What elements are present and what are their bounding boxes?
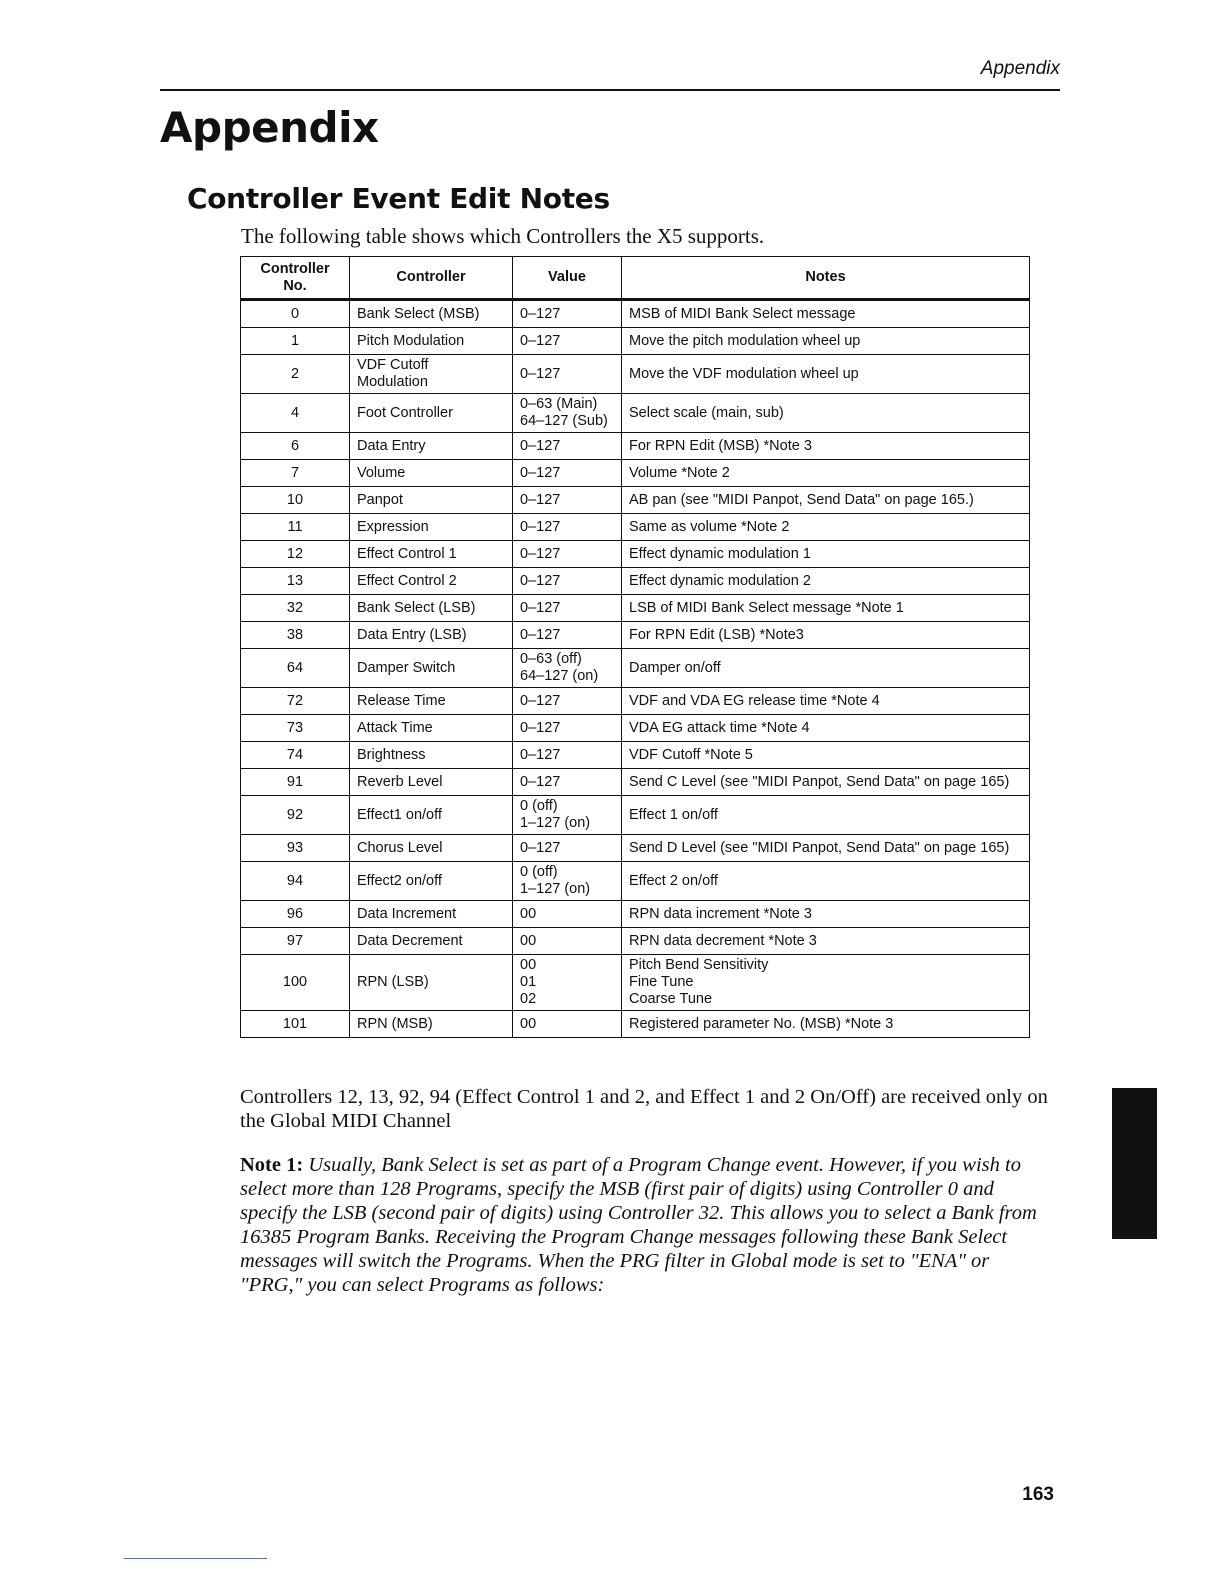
cell-notes bbox=[622, 742, 1030, 769]
cell-controller bbox=[350, 1011, 513, 1038]
cell-line: VDF Cutoff bbox=[357, 357, 429, 373]
cell-controller bbox=[350, 688, 513, 715]
cell-controller-no: 2 bbox=[241, 355, 350, 394]
cell-line: 0 (off) bbox=[520, 864, 558, 880]
cell-value bbox=[513, 394, 622, 433]
cell-line: 1–127 (on) bbox=[520, 881, 591, 897]
cell-notes bbox=[622, 568, 1030, 595]
cell-line: 0–127 bbox=[520, 491, 561, 508]
cell-line: Data Increment bbox=[357, 905, 457, 922]
table-row bbox=[241, 742, 1030, 769]
cell-line: Effect1 on/off bbox=[357, 806, 442, 823]
cell-line: 0–127 bbox=[520, 692, 561, 709]
header-controller: Controller bbox=[350, 257, 513, 300]
cell-notes bbox=[622, 769, 1030, 796]
cell-line: Data Entry bbox=[357, 437, 426, 454]
cell-line: 0–63 (off) bbox=[520, 651, 582, 667]
cell-controller-no: 93 bbox=[241, 835, 350, 862]
cell-line: Registered parameter No. (MSB) *Note 3 bbox=[629, 1015, 894, 1032]
cell-line: Release Time bbox=[357, 692, 446, 709]
cell-value bbox=[513, 928, 622, 955]
table-row bbox=[241, 300, 1030, 328]
cell-line: 0–127 bbox=[520, 365, 561, 382]
table-row bbox=[241, 622, 1030, 649]
cell-notes bbox=[622, 460, 1030, 487]
footer-rule bbox=[124, 1558, 267, 1559]
cell-controller bbox=[350, 862, 513, 901]
cell-line: 0–127 bbox=[520, 332, 561, 349]
cell-notes bbox=[622, 514, 1030, 541]
table-body bbox=[241, 300, 1030, 1038]
table-row bbox=[241, 394, 1030, 433]
cell-controller-no: 101 bbox=[241, 1011, 350, 1038]
cell-notes bbox=[622, 649, 1030, 688]
cell-notes bbox=[622, 300, 1030, 328]
cell-controller bbox=[350, 514, 513, 541]
cell-line: Bank Select (MSB) bbox=[357, 305, 480, 322]
cell-line: MSB of MIDI Bank Select message bbox=[629, 305, 856, 322]
cell-controller-no: 12 bbox=[241, 541, 350, 568]
section-tab-marker bbox=[1112, 1088, 1157, 1239]
cell-value bbox=[513, 835, 622, 862]
cell-line: Volume *Note 2 bbox=[629, 464, 730, 481]
cell-controller-no: 38 bbox=[241, 622, 350, 649]
cell-controller-no: 10 bbox=[241, 487, 350, 514]
header-notes: Notes bbox=[622, 257, 1030, 300]
cell-line: LSB of MIDI Bank Select message *Note 1 bbox=[629, 599, 904, 616]
cell-controller bbox=[350, 742, 513, 769]
header-controller-no: Controller No. bbox=[241, 257, 350, 300]
note-1-text: Usually, Bank Select is set as part of a Program Change event. However, if you wish to select more than 128 Programs, specify the MSB (first pair of digits) using Controller 0 and specify the LSB (second pair of digits) using Controller 32. This allows you to select a Bank from 16385 Program Banks. Receiving the Program Change messages following these Bank Select messages will switch the Programs. When the PRG filter in Global mode is set to "ENA" or "PRG," you can select Programs as follows: bbox=[240, 1154, 1037, 1296]
cell-line: 02 bbox=[520, 991, 537, 1007]
cell-line: Move the pitch modulation wheel up bbox=[629, 332, 861, 349]
cell-line: Send D Level (see "MIDI Panpot, Send Data" on page 165) bbox=[629, 839, 1010, 856]
cell-value bbox=[513, 769, 622, 796]
cell-value bbox=[513, 901, 622, 928]
table-row bbox=[241, 1011, 1030, 1038]
cell-notes bbox=[622, 394, 1030, 433]
cell-line: VDA EG attack time *Note 4 bbox=[629, 719, 810, 736]
cell-line: Attack Time bbox=[357, 719, 433, 736]
cell-notes bbox=[622, 622, 1030, 649]
cell-controller-no: 11 bbox=[241, 514, 350, 541]
note-1-paragraph bbox=[240, 1153, 1050, 1297]
table-row bbox=[241, 460, 1030, 487]
cell-value bbox=[513, 460, 622, 487]
cell-value bbox=[513, 568, 622, 595]
cell-line: 0–127 bbox=[520, 773, 561, 790]
table-row bbox=[241, 487, 1030, 514]
cell-value bbox=[513, 487, 622, 514]
cell-line: For RPN Edit (LSB) *Note3 bbox=[629, 626, 804, 643]
cell-value bbox=[513, 862, 622, 901]
cell-line: Chorus Level bbox=[357, 839, 443, 856]
cell-value bbox=[513, 328, 622, 355]
cell-controller-no: 0 bbox=[241, 300, 350, 328]
cell-notes bbox=[622, 835, 1030, 862]
cell-value bbox=[513, 355, 622, 394]
table-row bbox=[241, 355, 1030, 394]
cell-value bbox=[513, 688, 622, 715]
table-row bbox=[241, 835, 1030, 862]
cell-line: VDF and VDA EG release time *Note 4 bbox=[629, 692, 880, 709]
cell-line: Pitch Bend Sensitivity bbox=[629, 957, 769, 973]
cell-controller-no: 91 bbox=[241, 769, 350, 796]
cell-notes bbox=[622, 328, 1030, 355]
cell-line: Panpot bbox=[357, 491, 403, 508]
cell-controller bbox=[350, 595, 513, 622]
cell-controller-no: 97 bbox=[241, 928, 350, 955]
cell-line: Send C Level (see "MIDI Panpot, Send Data" on page 165) bbox=[629, 773, 1010, 790]
running-header: Appendix bbox=[980, 58, 1060, 79]
table-row bbox=[241, 901, 1030, 928]
cell-value bbox=[513, 541, 622, 568]
table-row bbox=[241, 715, 1030, 742]
cell-notes bbox=[622, 901, 1030, 928]
cell-controller-no: 7 bbox=[241, 460, 350, 487]
table-row bbox=[241, 514, 1030, 541]
cell-controller-no: 96 bbox=[241, 901, 350, 928]
cell-value bbox=[513, 1011, 622, 1038]
cell-controller bbox=[350, 487, 513, 514]
cell-notes bbox=[622, 355, 1030, 394]
cell-line: For RPN Edit (MSB) *Note 3 bbox=[629, 437, 812, 454]
cell-line: 0–127 bbox=[520, 626, 561, 643]
cell-line: RPN (LSB) bbox=[357, 974, 429, 990]
cell-line: Effect dynamic modulation 2 bbox=[629, 572, 811, 589]
cell-controller bbox=[350, 394, 513, 433]
cell-line: 1–127 (on) bbox=[520, 815, 591, 831]
table-row bbox=[241, 328, 1030, 355]
cell-line: Modulation bbox=[357, 374, 428, 390]
cell-controller-no: 92 bbox=[241, 796, 350, 835]
note-1-label: Note 1: bbox=[240, 1154, 304, 1176]
cell-notes bbox=[622, 715, 1030, 742]
cell-controller bbox=[350, 715, 513, 742]
cell-value bbox=[513, 595, 622, 622]
page-title: Appendix bbox=[160, 103, 379, 152]
header-rule bbox=[160, 89, 1060, 91]
table-row bbox=[241, 796, 1030, 835]
cell-line: 00 bbox=[520, 957, 537, 973]
cell-controller bbox=[350, 928, 513, 955]
cell-value bbox=[513, 622, 622, 649]
cell-line: Brightness bbox=[357, 746, 426, 763]
intro-text: The following table shows which Controllers the X5 supports. bbox=[241, 224, 765, 248]
cell-value bbox=[513, 300, 622, 328]
cell-notes bbox=[622, 487, 1030, 514]
table-row bbox=[241, 595, 1030, 622]
cell-controller bbox=[350, 433, 513, 460]
cell-controller-no: 13 bbox=[241, 568, 350, 595]
cell-line: Volume bbox=[357, 464, 406, 481]
cell-value bbox=[513, 715, 622, 742]
cell-line: 0–127 bbox=[520, 719, 561, 736]
cell-line: 00 bbox=[520, 932, 537, 949]
cell-line: 00 bbox=[520, 905, 537, 922]
table-row bbox=[241, 928, 1030, 955]
cell-line: 00 bbox=[520, 1015, 537, 1032]
table-row bbox=[241, 541, 1030, 568]
cell-notes bbox=[622, 796, 1030, 835]
cell-controller-no: 100 bbox=[241, 955, 350, 1011]
cell-value bbox=[513, 955, 622, 1011]
cell-line: 0–127 bbox=[520, 545, 561, 562]
controllers-note-paragraph: Controllers 12, 13, 92, 94 (Effect Control 1 and 2, and Effect 1 and 2 On/Off) are received only on the Global MIDI Channel bbox=[240, 1086, 1048, 1132]
cell-controller bbox=[350, 460, 513, 487]
cell-notes bbox=[622, 688, 1030, 715]
cell-line: Fine Tune bbox=[629, 974, 694, 990]
cell-line: 0–127 bbox=[520, 464, 561, 481]
cell-line: Coarse Tune bbox=[629, 991, 713, 1007]
table-row bbox=[241, 688, 1030, 715]
table-row bbox=[241, 862, 1030, 901]
table-row bbox=[241, 955, 1030, 1011]
cell-controller-no: 4 bbox=[241, 394, 350, 433]
cell-line: RPN data decrement *Note 3 bbox=[629, 932, 817, 949]
controller-table bbox=[240, 256, 1030, 1038]
cell-line: Bank Select (LSB) bbox=[357, 599, 476, 616]
cell-controller-no: 73 bbox=[241, 715, 350, 742]
cell-line: 0–127 bbox=[520, 572, 561, 589]
cell-line: AB pan (see "MIDI Panpot, Send Data" on page 165.) bbox=[629, 491, 974, 508]
cell-controller bbox=[350, 568, 513, 595]
cell-notes bbox=[622, 928, 1030, 955]
cell-line: Effect dynamic modulation 1 bbox=[629, 545, 811, 562]
cell-value bbox=[513, 742, 622, 769]
cell-controller-no: 32 bbox=[241, 595, 350, 622]
cell-controller-no: 72 bbox=[241, 688, 350, 715]
cell-value bbox=[513, 796, 622, 835]
cell-line: Select scale (main, sub) bbox=[629, 404, 784, 421]
cell-line: 64–127 (Sub) bbox=[520, 413, 608, 429]
section-title: Controller Event Edit Notes bbox=[187, 182, 610, 215]
cell-controller bbox=[350, 901, 513, 928]
table-row bbox=[241, 568, 1030, 595]
cell-notes bbox=[622, 595, 1030, 622]
cell-controller bbox=[350, 769, 513, 796]
cell-line: Effect 2 on/off bbox=[629, 872, 718, 889]
cell-controller-no: 6 bbox=[241, 433, 350, 460]
cell-line: Move the VDF modulation wheel up bbox=[629, 365, 859, 382]
cell-controller-no: 1 bbox=[241, 328, 350, 355]
cell-line: VDF Cutoff *Note 5 bbox=[629, 746, 753, 763]
cell-value bbox=[513, 649, 622, 688]
cell-notes bbox=[622, 955, 1030, 1011]
cell-line: RPN (MSB) bbox=[357, 1015, 433, 1032]
cell-line: Damper on/off bbox=[629, 659, 721, 676]
table-header-row bbox=[241, 257, 1030, 300]
cell-value bbox=[513, 433, 622, 460]
cell-line: Data Entry (LSB) bbox=[357, 626, 467, 643]
cell-controller bbox=[350, 622, 513, 649]
cell-notes bbox=[622, 433, 1030, 460]
cell-controller-no: 64 bbox=[241, 649, 350, 688]
table-row bbox=[241, 769, 1030, 796]
cell-line: 01 bbox=[520, 974, 537, 990]
cell-controller bbox=[350, 328, 513, 355]
cell-controller bbox=[350, 955, 513, 1011]
cell-line: Foot Controller bbox=[357, 404, 453, 421]
cell-line: Same as volume *Note 2 bbox=[629, 518, 790, 535]
cell-line: Pitch Modulation bbox=[357, 332, 465, 349]
cell-line: 0–127 bbox=[520, 305, 561, 322]
cell-line: Effect Control 2 bbox=[357, 572, 457, 589]
cell-line: 0 (off) bbox=[520, 798, 558, 814]
header-value: Value bbox=[513, 257, 622, 300]
cell-line: Reverb Level bbox=[357, 773, 443, 790]
cell-controller bbox=[350, 355, 513, 394]
cell-line: Effect Control 1 bbox=[357, 545, 457, 562]
cell-line: 0–127 bbox=[520, 437, 561, 454]
cell-line: Effect2 on/off bbox=[357, 872, 442, 889]
cell-line: Effect 1 on/off bbox=[629, 806, 718, 823]
cell-notes bbox=[622, 1011, 1030, 1038]
cell-line: Expression bbox=[357, 518, 429, 535]
cell-line: 0–63 (Main) bbox=[520, 396, 598, 412]
cell-line: Data Decrement bbox=[357, 932, 463, 949]
cell-line: 0–127 bbox=[520, 518, 561, 535]
page-number: 163 bbox=[1022, 1484, 1054, 1505]
cell-line: 0–127 bbox=[520, 839, 561, 856]
cell-value bbox=[513, 514, 622, 541]
cell-notes bbox=[622, 862, 1030, 901]
table-row bbox=[241, 433, 1030, 460]
cell-notes bbox=[622, 541, 1030, 568]
cell-line: 64–127 (on) bbox=[520, 668, 599, 684]
cell-controller bbox=[350, 649, 513, 688]
cell-controller-no: 94 bbox=[241, 862, 350, 901]
cell-controller-no: 74 bbox=[241, 742, 350, 769]
cell-line: RPN data increment *Note 3 bbox=[629, 905, 812, 922]
table-row bbox=[241, 649, 1030, 688]
cell-controller bbox=[350, 835, 513, 862]
cell-controller bbox=[350, 300, 513, 328]
cell-line: Damper Switch bbox=[357, 659, 456, 676]
cell-line: 0–127 bbox=[520, 599, 561, 616]
cell-controller bbox=[350, 796, 513, 835]
cell-line: 0–127 bbox=[520, 746, 561, 763]
cell-controller bbox=[350, 541, 513, 568]
